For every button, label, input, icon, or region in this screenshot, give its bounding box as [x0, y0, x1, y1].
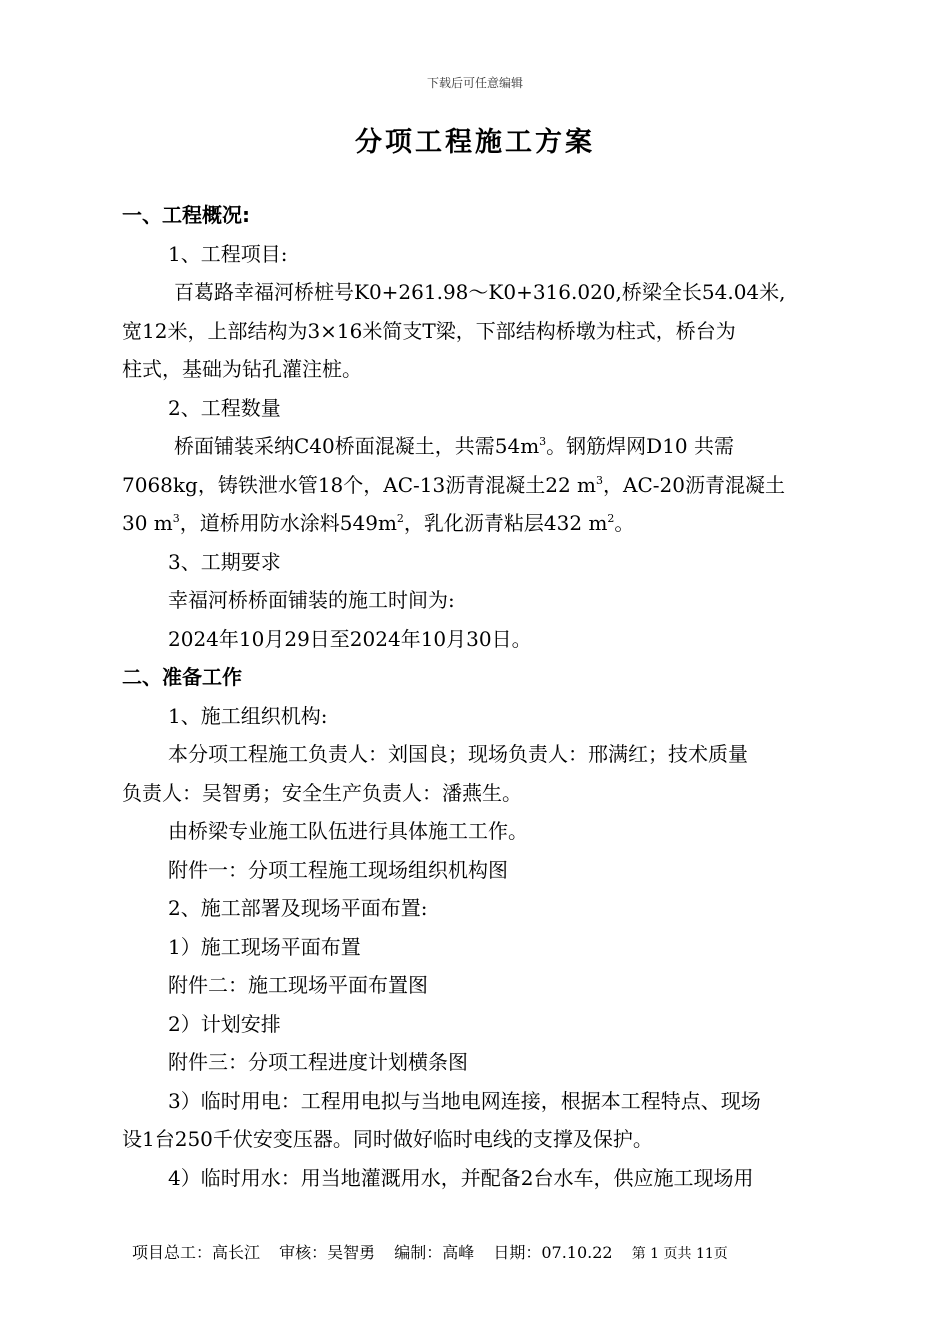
text-span: 桥面铺装采纳C40桥面混凝土，共需54m	[174, 434, 540, 458]
item-title-organization: 1、施工组织机构:	[168, 703, 328, 728]
item-title-schedule: 3、工期要求	[168, 549, 281, 574]
superscript: 3	[539, 435, 547, 448]
document-body	[122, 196, 842, 1197]
document-title: 分项工程施工方案	[355, 127, 595, 158]
superscript: 3	[172, 512, 180, 525]
superscript: 3	[596, 473, 603, 487]
text-span: 7068kg，铸铁泄水管18个，AC-13沥青混凝土22 m	[122, 472, 596, 497]
paragraph-line: 幸福河桥桥面铺装的施工时间为:	[168, 588, 455, 612]
superscript: 2	[607, 512, 615, 525]
section-heading-overview: 一、工程概况:	[122, 203, 250, 227]
text-span: 。	[614, 511, 635, 535]
paragraph-line	[122, 427, 842, 466]
text-span: 30 m	[122, 511, 173, 535]
paragraph-line: 宽12米，上部结构为3×16米简支T梁，下部结构桥墩为柱式，桥台为	[122, 318, 736, 343]
paragraph-line: 本分项工程施工负责人：刘国良；现场负责人：邢满红；技术质量	[168, 742, 748, 766]
paragraph-line: 附件二：施工现场平面布置图	[168, 973, 428, 997]
header-note: 下载后可任意编辑	[426, 76, 523, 90]
paragraph-line	[122, 466, 842, 505]
item-title-quantity: 2、工程数量	[168, 395, 281, 420]
paragraph-line: 1）施工现场平面布置	[168, 934, 361, 959]
paragraph-line: 柱式，基础为钻孔灌注桩。	[122, 357, 362, 381]
paragraph-line: 2024年10月29日至2024年10月30日。	[168, 626, 532, 651]
footer-date: 日期：07.10.22	[493, 1243, 613, 1262]
superscript: 2	[396, 512, 404, 525]
paragraph-line: 百葛路幸福河桥桩号K0+261.98～K0+316.020,桥梁全长54.04米,	[174, 280, 786, 304]
paragraph-line: 附件三：分项工程进度计划横条图	[168, 1050, 468, 1074]
item-title-layout: 2、施工部署及现场平面布置:	[168, 896, 428, 920]
paragraph-line: 3）临时用电：工程用电拟与当地电网连接，根据本工程特点、现场	[168, 1088, 761, 1113]
paragraph-line: 2）计划安排	[168, 1011, 281, 1036]
paragraph-line: 4）临时用水：用当地灌溉用水，并配备2台水车，供应施工现场用	[168, 1165, 754, 1190]
footer-page-number: 第 1 页共 11页	[631, 1246, 728, 1262]
page-footer	[132, 1240, 832, 1263]
footer-chief: 项目总工：高长江	[132, 1243, 261, 1262]
paragraph-line: 附件一：分项工程施工现场组织机构图	[168, 857, 508, 882]
section-heading-preparation: 二、准备工作	[122, 665, 242, 689]
text-span: ，道桥用防水涂料549m	[179, 511, 397, 535]
text-span: ，乳化沥青粘层432 m	[403, 511, 608, 535]
paragraph-line: 负责人：吴智勇；安全生产负责人：潘燕生。	[122, 780, 522, 805]
paragraph-line	[122, 504, 842, 543]
text-span: ，AC-20沥青混凝土	[603, 472, 785, 497]
paragraph-line: 由桥梁专业施工队伍进行具体施工工作。	[168, 819, 528, 843]
footer-review: 审核：吴智勇	[279, 1243, 376, 1262]
text-span: 。钢筋焊网D10 共需	[546, 434, 735, 458]
item-title-project: 1、工程项目:	[168, 241, 288, 266]
paragraph-line: 设1台250千伏安变压器。同时做好临时电线的支撑及保护。	[122, 1127, 653, 1151]
footer-edit: 编制：高峰	[394, 1243, 475, 1262]
